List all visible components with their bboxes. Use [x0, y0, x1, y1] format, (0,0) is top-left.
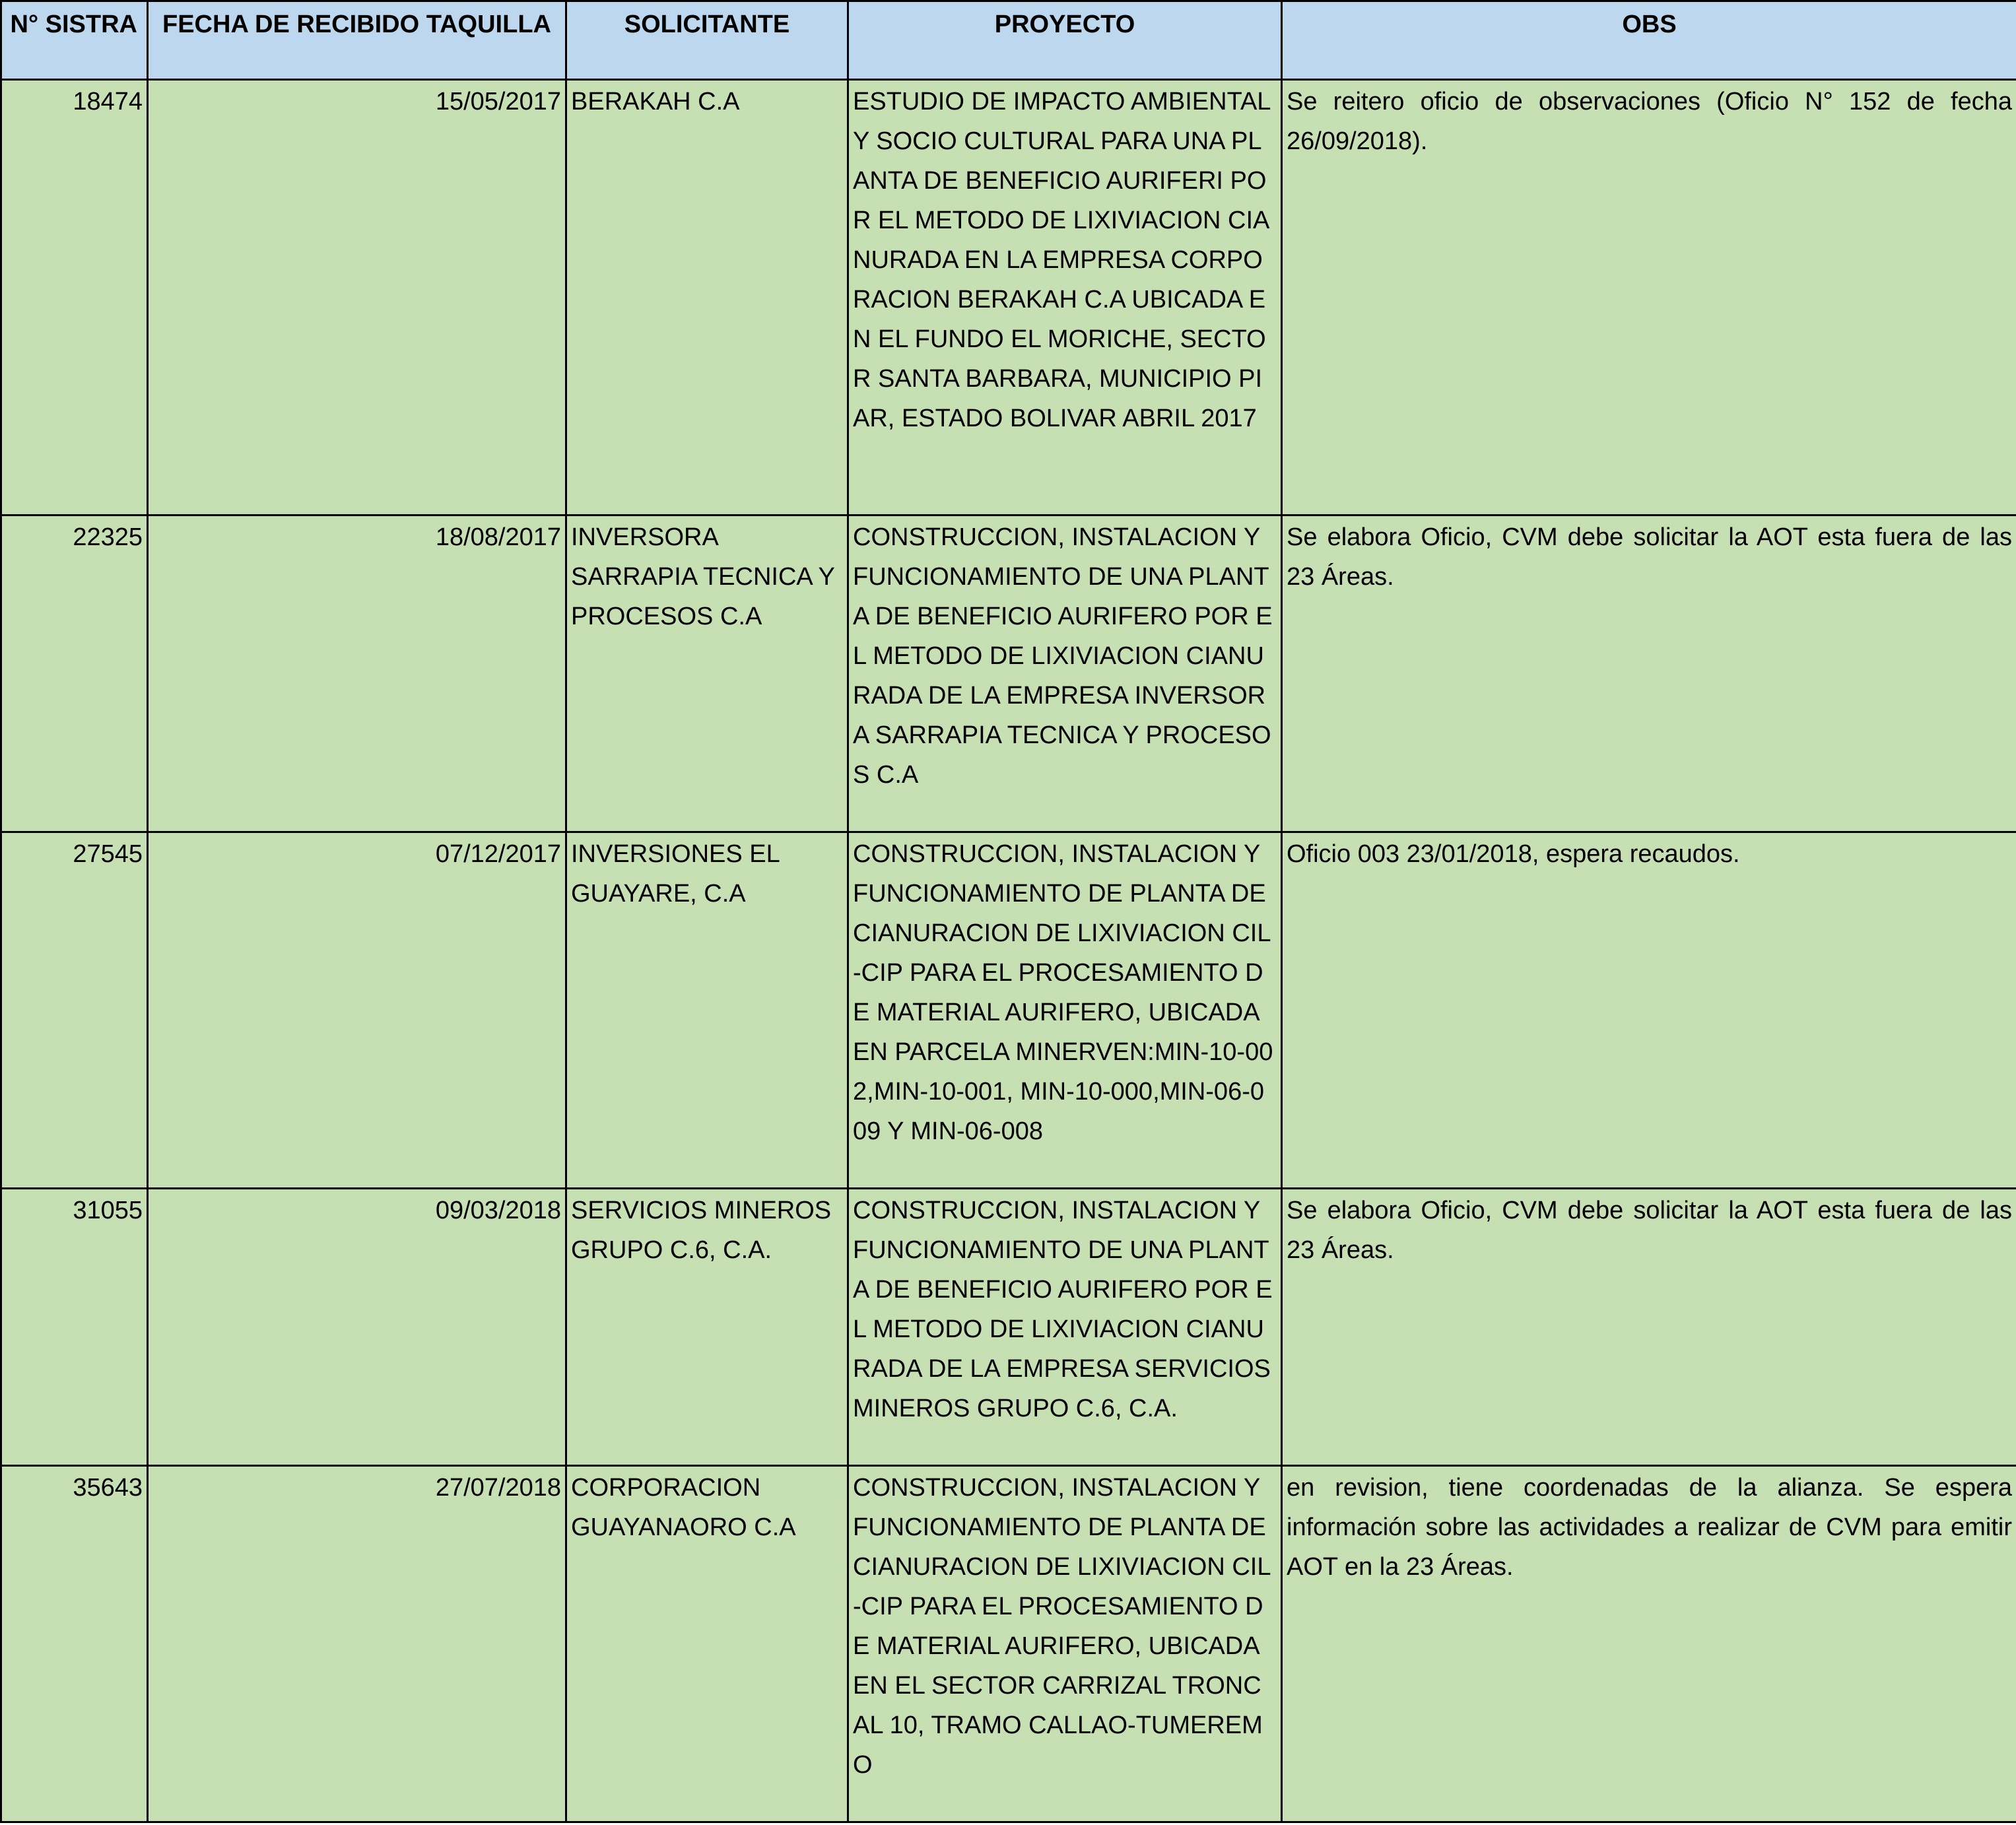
cell-obs[interactable]: en revision, tiene coordenadas de la alianza. Se espera información sobre las actividades a realizar de CVM para emitir AOT en la 23 Áreas. [1282, 1466, 2016, 1822]
cell-proyecto[interactable]: CONSTRUCCION, INSTALACION Y FUNCIONAMIENTO DE PLANTA DE CIANURACION DE LIXIVIACION CIL-CIP PARA EL PROCESAMIENTO DE MATERIAL AURIFERO, UBICADA EN EL SECTOR CARRIZAL TRONCAL 10, TRAMO CALLAO-TUMEREMO [848, 1466, 1282, 1822]
header-sistra[interactable]: N° SISTRA [1, 1, 148, 80]
cell-solicitante[interactable]: INVERSORA SARRAPIA TECNICA Y PROCESOS C.A [566, 515, 848, 832]
cell-solicitante[interactable]: INVERSIONES EL GUAYARE, C.A [566, 832, 848, 1189]
cell-sistra[interactable]: 22325 [1, 515, 148, 832]
cell-proyecto[interactable]: CONSTRUCCION, INSTALACION Y FUNCIONAMIENTO DE UNA PLANTA DE BENEFICIO AURIFERO POR EL METODO DE LIXIVIACION CIANURADA DE LA EMPRESA INVERSORA SARRAPIA TECNICA Y PROCESOS C.A [848, 515, 1282, 832]
cell-fecha[interactable]: 15/05/2017 [148, 80, 566, 515]
cell-obs[interactable]: Se reitero oficio de observaciones (Oficio N° 152 de fecha 26/09/2018). [1282, 80, 2016, 515]
table-row [1, 1189, 2016, 1466]
header-fecha[interactable]: FECHA DE RECIBIDO TAQUILLA [148, 1, 566, 80]
cell-sistra[interactable]: 18474 [1, 80, 148, 515]
cell-fecha[interactable]: 07/12/2017 [148, 832, 566, 1189]
header-row [1, 1, 2016, 80]
cell-obs[interactable]: Se elabora Oficio, CVM debe solicitar la AOT esta fuera de las 23 Áreas. [1282, 1189, 2016, 1466]
cell-solicitante[interactable]: SERVICIOS MINEROS GRUPO C.6, C.A. [566, 1189, 848, 1466]
table-row [1, 80, 2016, 515]
header-proyecto[interactable]: PROYECTO [848, 1, 1282, 80]
cell-proyecto[interactable]: CONSTRUCCION, INSTALACION Y FUNCIONAMIENTO DE PLANTA DE CIANURACION DE LIXIVIACION CIL-CIP PARA EL PROCESAMIENTO DE MATERIAL AURIFERO, UBICADA EN PARCELA MINERVEN:MIN-10-002,MIN-10-001, MIN-10-000,MIN-06-009 Y MIN-06-008 [848, 832, 1282, 1189]
cell-sistra[interactable]: 35643 [1, 1466, 148, 1822]
cell-proyecto[interactable]: ESTUDIO DE IMPACTO AMBIENTAL Y SOCIO CULTURAL PARA UNA PLANTA DE BENEFICIO AURIFERI POR EL METODO DE LIXIVIACION CIANURADA EN LA EMPRESA CORPORACION BERAKAH C.A UBICADA EN EL FUNDO EL MORICHE, SECTOR SANTA BARBARA, MUNICIPIO PIAR, ESTADO BOLIVAR ABRIL 2017 [848, 80, 1282, 515]
cell-sistra[interactable]: 31055 [1, 1189, 148, 1466]
cell-solicitante[interactable]: CORPORACION GUAYANAORO C.A [566, 1466, 848, 1822]
cell-obs[interactable]: Se elabora Oficio, CVM debe solicitar la AOT esta fuera de las 23 Áreas. [1282, 515, 2016, 832]
cell-sistra[interactable]: 27545 [1, 832, 148, 1189]
cell-fecha[interactable]: 27/07/2018 [148, 1466, 566, 1822]
cell-solicitante[interactable]: BERAKAH C.A [566, 80, 848, 515]
cell-fecha[interactable]: 18/08/2017 [148, 515, 566, 832]
cell-fecha[interactable]: 09/03/2018 [148, 1189, 566, 1466]
cell-proyecto[interactable]: CONSTRUCCION, INSTALACION Y FUNCIONAMIENTO DE UNA PLANTA DE BENEFICIO AURIFERO POR EL METODO DE LIXIVIACION CIANURADA DE LA EMPRESA SERVICIOS MINEROS GRUPO C.6, C.A. [848, 1189, 1282, 1466]
table-row [1, 832, 2016, 1189]
cell-obs[interactable]: Oficio 003 23/01/2018, espera recaudos. [1282, 832, 2016, 1189]
header-obs[interactable]: OBS [1282, 1, 2016, 80]
header-solicitante[interactable]: SOLICITANTE [566, 1, 848, 80]
table-row [1, 515, 2016, 832]
table-row [1, 1466, 2016, 1822]
